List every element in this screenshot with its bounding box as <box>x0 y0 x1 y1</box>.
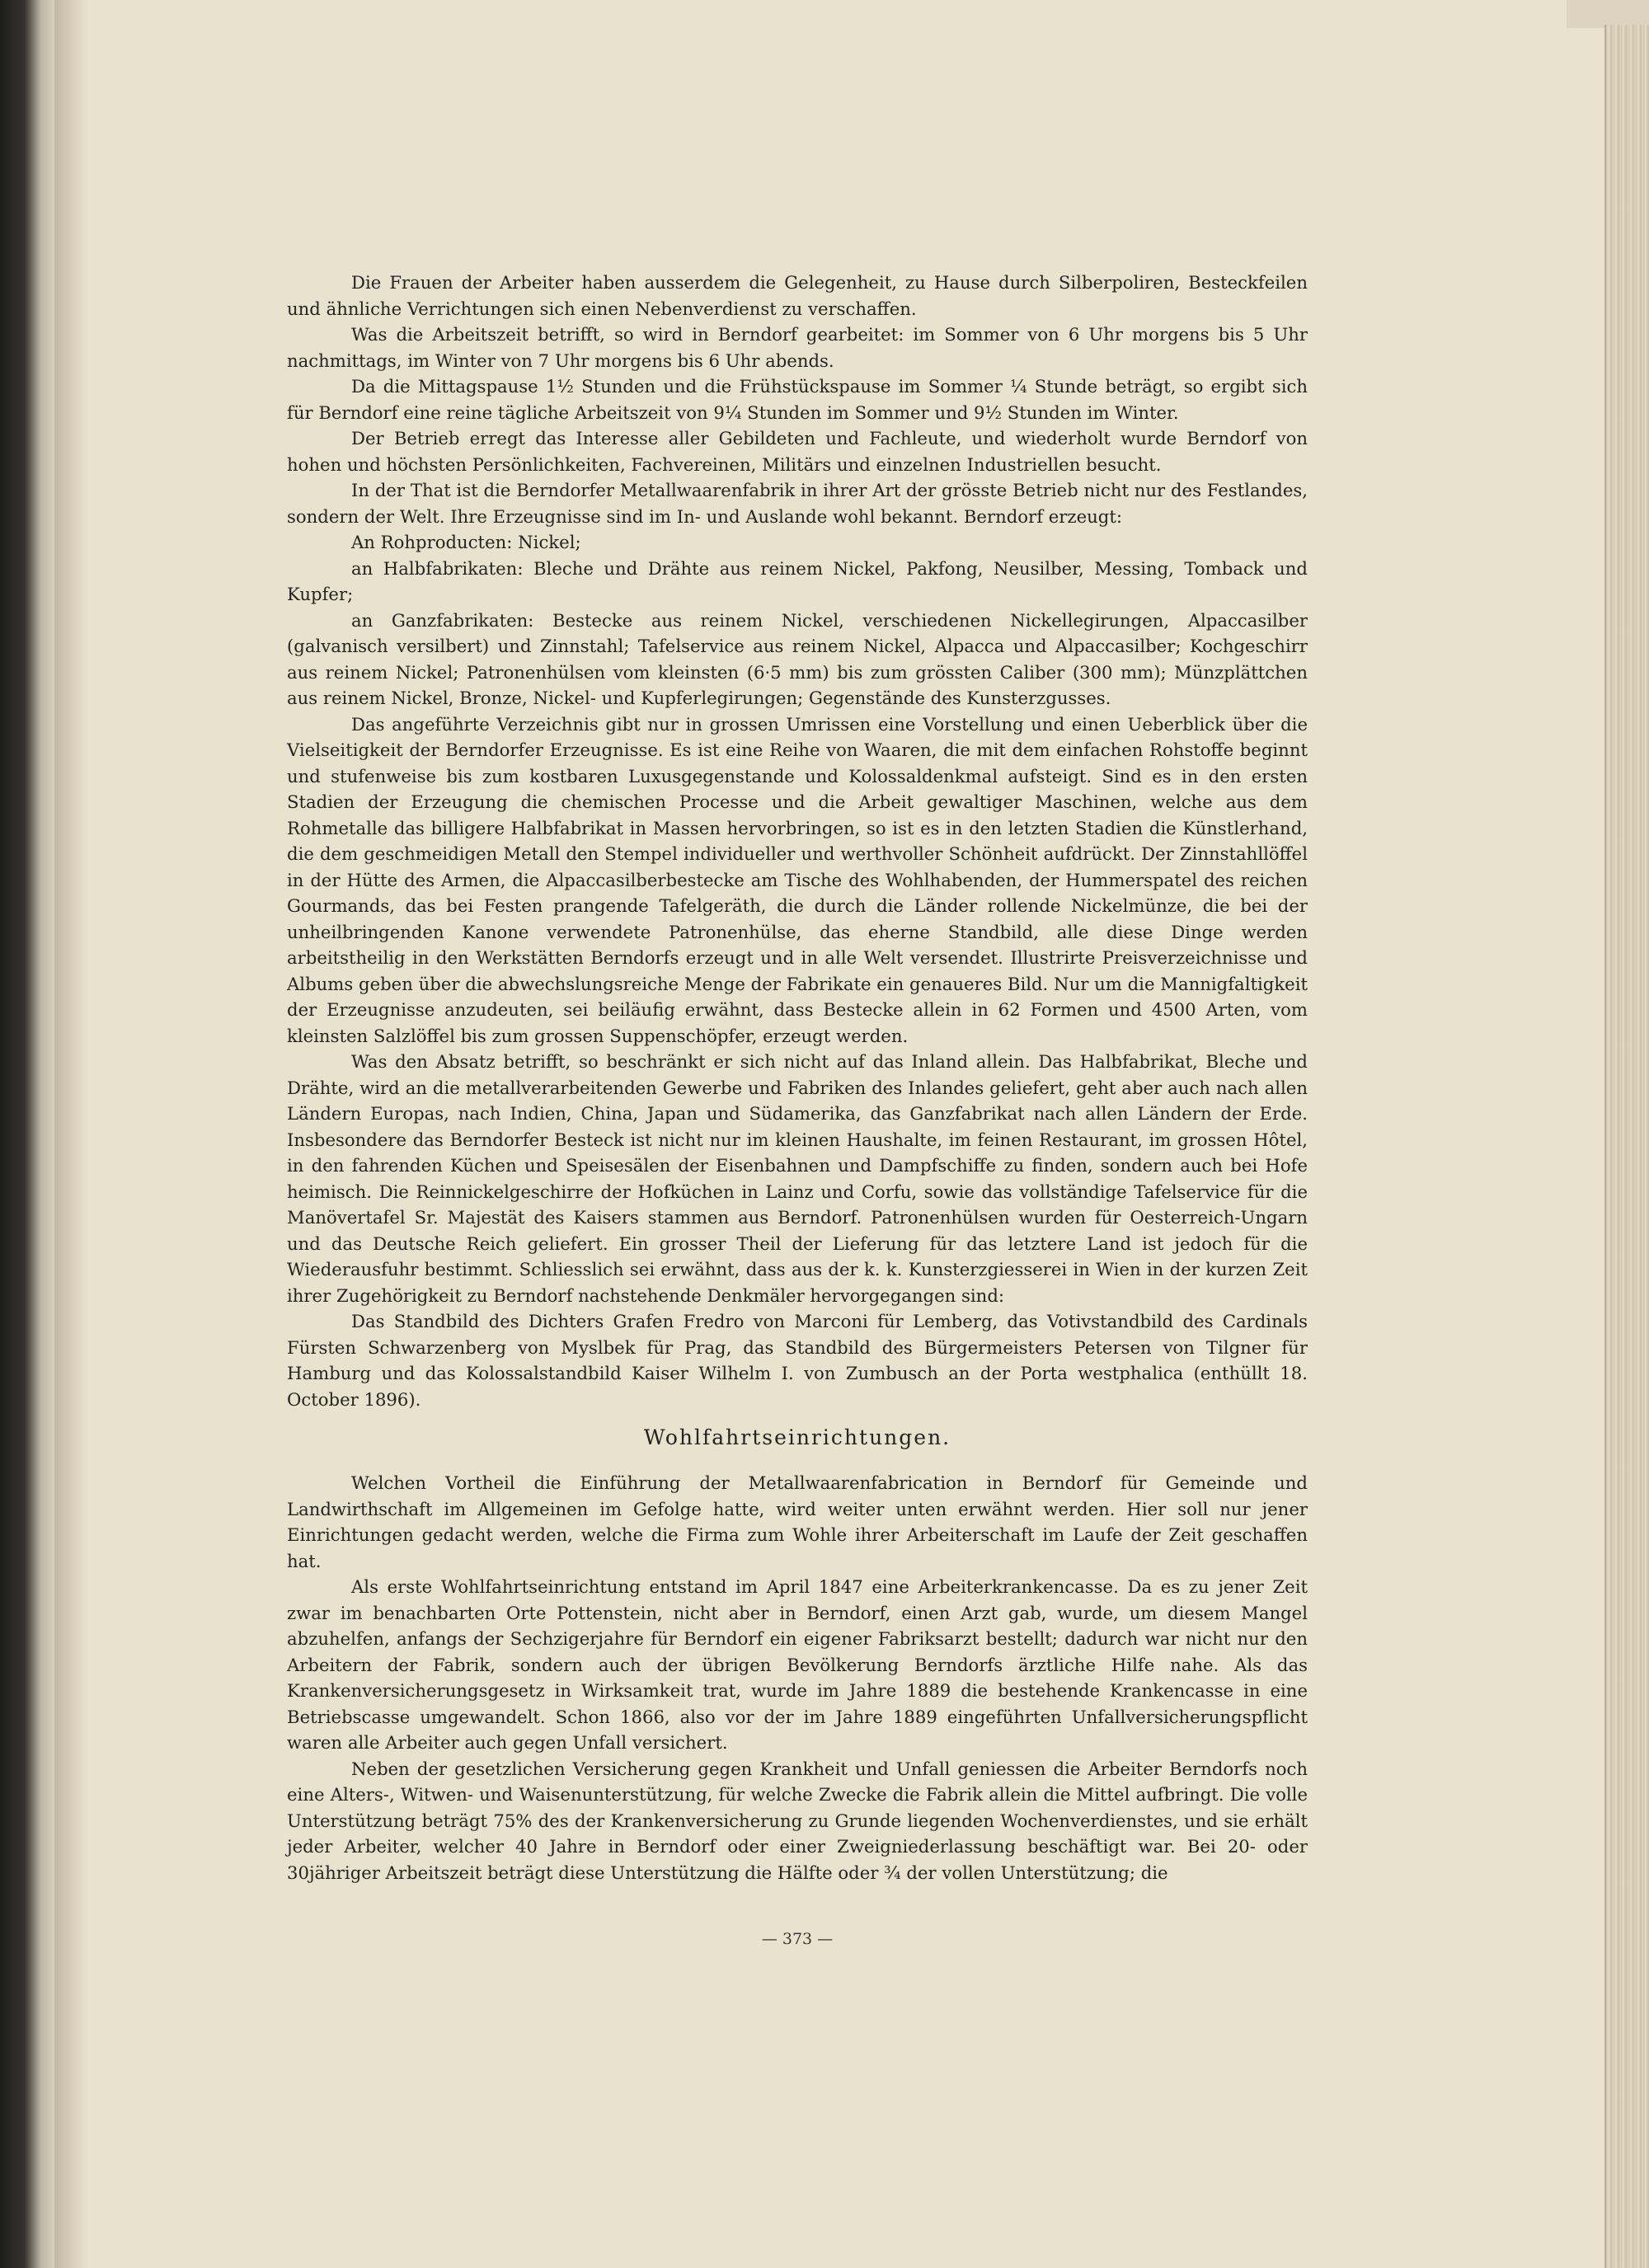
paragraph: Was den Absatz betrifft, so beschränkt er sich nicht auf das Inland allein. Das Halbfabrikat, Bleche und Drähte, wird an die metallverarbeitenden Gewerbe und Fabriken des Inlandes geliefert, geht aber auch nach allen Ländern Europas, nach Indien, China, Japan und Südamerika, das Ganzfabrikat nach allen Ländern der Erde. Insbesondere das Berndorfer Besteck ist nicht nur im kleinen Haushalte, im feinen Restaurant, im grossen Hôtel, in den fahrenden Küchen und Speisesälen der Eisenbahnen und Dampfschiffe zu finden, sondern auch bei Hofe heimisch. Die Reinnickelgeschirre der Hofküchen in Lainz und Corfu, sowie das vollständige Tafelservice für die Manövertafel Sr. Majestät des Kaisers stammen aus Berndorf. Patronenhülsen wurden für Oesterreich-Ungarn und das Deutsche Reich geliefert. Ein grosser Theil der Lieferung für das letztere Land ist jedoch für die Wiederausfuhr bestimmt. Schliesslich sei erwähnt, dass aus der k. k. Kunsterzgiesserei in Wien in der kurzen Zeit ihrer Zugehörigkeit zu Berndorf nachstehende Denkmäler hervorgegangen sind: <box>287 1051 1308 1306</box>
page-edge-top <box>1567 0 1649 28</box>
paragraph: Der Betrieb erregt das Interesse aller Gebildeten und Fachleute, und wiederholt wurde Berndorf von hohen und höchsten Persönlichkeiten, Fachvereinen, Militärs und einzelnen Industriellen besucht. <box>287 428 1308 475</box>
gutter-shadow <box>54 0 87 2268</box>
page-number: — 373 — <box>761 1930 834 1948</box>
paragraph: Das Standbild des Dichters Grafen Fredro von Marconi für Lemberg, das Votivstandbild des Cardinals Fürsten Schwarzenberg von Myslbek für Prag, das Standbild des Bürgermeisters Petersen von Tilgner für Hamburg und das Kolossalstandbild Kaiser Wilhelm I. von Zumbusch an der Porta westphalica (enthüllt 18. October 1896). <box>287 1311 1308 1410</box>
page-edge-stack <box>1604 25 1649 2268</box>
paragraph: Das angeführte Verzeichnis gibt nur in grossen Umrissen eine Vorstellung und einen Ueberblick über die Vielseitigkeit der Berndorfer Erzeugnisse. Es ist eine Reihe von Waaren, die mit dem einfachen Rohstoffe beginnt und stufenweise bis zum kostbaren Luxusgegenstande und Kolossaldenkmal aufsteigt. Sind es in den ersten Stadien der Erzeugung die chemischen Processe und die Arbeit gewaltiger Maschinen, welche aus dem Rohmetalle das billigere Halbfabrikat in Massen hervorbringen, so ist es in den letzten Stadien die Künstlerhand, die dem geschmeidigen Metall den Stempel individueller und werthvoller Schönheit aufdrückt. Der Zinnstahllöffel in der Hütte des Armen, die Alpaccasilberbestecke am Tische des Wohlhabenden, der Hummerspatel des reichen Gourmands, das bei Festen prangende Tafelgeräth, die durch die Länder rollende Nickelmünze, die bei der unheilbringenden Kanone verwendete Patronenhülse, das eherne Standbild, alle diese Dinge werden arbeitstheilig in den Werkstätten Berndorfs erzeugt und in alle Welt versendet. Illustrirte Preisverzeichnisse und Albums geben über die abwechslungsreiche Menge der Fabrikate ein genaueres Bild. Nur um die Mannigfaltigkeit der Erzeugnisse anzudeuten, sei beiläufig erwähnt, dass Bestecke allein in 62 Formen und 4500 Arten, vom kleinsten Salzlöffel bis zum grossen Suppenschöpfer, erzeugt werden. <box>287 713 1308 1046</box>
paragraph: An Rohproducten: Nickel; <box>351 532 581 552</box>
book-binding <box>0 0 54 2268</box>
paragraph: Als erste Wohlfahrtseinrichtung entstand im April 1847 eine Arbeiterkrankencasse. Da es zu jener Zeit zwar im benachbarten Orte Pottenstein, nicht aber in Berndorf, einen Arzt gab, wurde, um diesem Mangel abzuhelfen, anfangs der Sechzigerjahre für Berndorf ein eigener Fabriksarzt bestellt; dadurch war nicht nur den Arbeitern der Fabrik, sondern auch der übrigen Bevölkerung Berndorfs ärztliche Hilfe nahe. Als das Krankenversicherungsgesetz in Wirksamkeit trat, wurde im Jahre 1889 die bestehende Krankencasse in eine Betriebscasse umgewandelt. Schon 1866, also vor der im Jahre 1889 eingeführten Unfallversicherungspflicht waren alle Arbeiter auch gegen Unfall versichert. <box>287 1576 1308 1753</box>
paragraph: Was die Arbeitszeit betrifft, so wird in Berndorf gearbeitet: im Sommer von 6 Uhr morgens bis 5 Uhr nachmittags, im Winter von 7 Uhr morgens bis 6 Uhr abends. <box>287 324 1308 371</box>
paragraph: Neben der gesetzlichen Versicherung gegen Krankheit und Unfall geniessen die Arbeiter Berndorfs noch eine Alters-, Witwen- und Waisenunterstützung, für welche Zwecke die Fabrik allein die Mittel aufbringt. Die volle Unterstützung beträgt 75% des der Krankenversicherung zu Grunde liegenden Wochenverdienstes, und sie erhält jeder Arbeiter, welcher 40 Jahre in Berndorf oder einer Zweigniederlassung beschäftigt war. Bei 20- oder 30jähriger Arbeitszeit beträgt diese Unterstützung die Hälfte oder ¾ der vollen Unterstützung; die <box>287 1758 1308 1883</box>
section-heading: Wohlfahrtseinrichtungen. <box>643 1425 951 1449</box>
paragraph: an Halbfabrikaten: Bleche und Drähte aus reinem Nickel, Pakfong, Neusilber, Messing, Tomback und Kupfer; <box>287 557 1308 604</box>
paragraph: an Ganzfabrikaten: Bestecke aus reinem Nickel, verschiedenen Nickellegirungen, Alpaccasilber (galvanisch versilbert) und Zinnstahl; Tafelservice aus reinem Nickel, Alpacca und Alpaccasilber; Kochgeschirr aus reinem Nickel; Patronenhülsen vom kleinsten (6·5 mm) bis zum grössten Caliber (300 mm); Münzplättchen aus reinem Nickel, Bronze, Nickel- und Kupferlegirungen; Gegenstände des Kunsterzgusses. <box>287 609 1308 708</box>
paragraph: Da die Mittagspause 1½ Stunden und die Frühstückspause im Sommer ¼ Stunde beträgt, so ergibt sich für Berndorf eine reine tägliche Arbeitszeit von 9¼ Stunden im Sommer und 9½ Stunden im Winter. <box>287 376 1308 423</box>
paragraph: Welchen Vortheil die Einführung der Metallwaarenfabrication in Berndorf für Gemeinde und Landwirthschaft im Allgemeinen im Gefolge hatte, wird weiter unten erwähnt werden. Hier soll nur jener Einrichtungen gedacht werden, welche die Firma zum Wohle ihrer Arbeiterschaft im Laufe der Zeit geschaffen hat. <box>287 1472 1308 1571</box>
body-text <box>287 270 1308 1885</box>
paragraph: In der That ist die Berndorfer Metallwaarenfabrik in ihrer Art der grösste Betrieb nicht nur des Festlandes, sondern der Welt. Ihre Erzeugnisse sind im In- und Auslande wohl bekannt. Berndorf erzeugt: <box>287 480 1308 527</box>
paragraph: Die Frauen der Arbeiter haben ausserdem die Gelegenheit, zu Hause durch Silberpoliren, Besteckfeilen und ähnliche Verrichtungen sich einen Nebenverdienst zu verschaffen. <box>287 272 1308 319</box>
